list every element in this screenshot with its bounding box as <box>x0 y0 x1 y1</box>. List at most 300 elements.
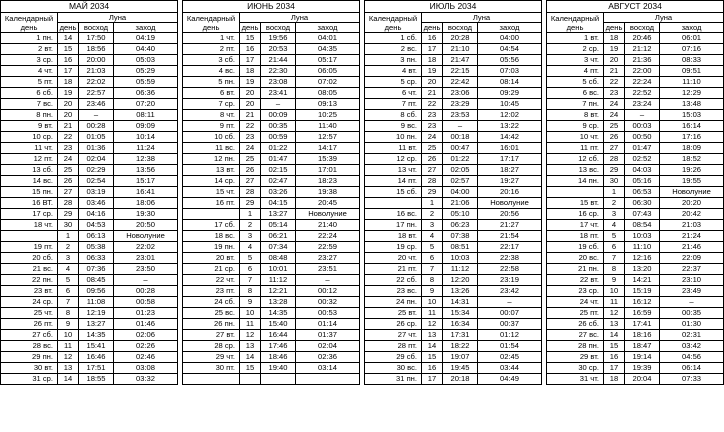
moon-rise: 15:41 <box>79 341 114 352</box>
moon-rise: 22:15 <box>443 66 478 77</box>
table-row <box>547 275 724 286</box>
table-row <box>1 220 178 231</box>
table-row <box>365 374 542 385</box>
moon-rise: 20:28 <box>443 33 478 44</box>
calendar-date <box>547 187 604 198</box>
calendar-date: 11 вс. <box>183 143 240 154</box>
calendar-date: 17 ср. <box>1 209 58 220</box>
moon-rise: 02:29 <box>79 165 114 176</box>
moon-day: 25 <box>422 143 443 154</box>
table-row <box>1 44 178 55</box>
table-row <box>365 88 542 99</box>
moon-set: 02:31 <box>660 330 724 341</box>
moon-set: 21:40 <box>296 220 360 231</box>
moon-set: 20:42 <box>660 209 724 220</box>
moon-day: 10 <box>58 330 79 341</box>
calendar-date: 11 вт. <box>365 143 422 154</box>
moon-rise: 13:27 <box>261 209 296 220</box>
moon-rise: 05:16 <box>625 176 660 187</box>
moon-set: 23:49 <box>660 286 724 297</box>
moon-rise: 00:09 <box>261 110 296 121</box>
new-moon-label: Новолуние <box>660 187 724 198</box>
calendar-date: 21 пт. <box>365 264 422 275</box>
calendar-date: 3 ср. <box>1 55 58 66</box>
month-title: АВГУСТ 2034 <box>547 1 724 13</box>
header-calendar-day: Календарный день <box>547 13 604 33</box>
moon-day: 24 <box>422 132 443 143</box>
moon-rise: 18:56 <box>79 44 114 55</box>
header-day: день <box>422 23 443 33</box>
moon-rise: 21:12 <box>625 44 660 55</box>
calendar-date: 21 ср. <box>183 264 240 275</box>
moon-rise: 02:52 <box>625 154 660 165</box>
moon-rise: 11:12 <box>261 275 296 286</box>
table-row <box>183 55 360 66</box>
moon-day: 15 <box>240 33 261 44</box>
moon-day: 12 <box>604 308 625 319</box>
moon-set: 13:56 <box>114 165 178 176</box>
calendar-date: 8 сб. <box>365 110 422 121</box>
moon-set: 12:29 <box>660 88 724 99</box>
moon-day: 18 <box>58 77 79 88</box>
table-row <box>547 110 724 121</box>
moon-set: 18:27 <box>478 165 542 176</box>
calendar-date: 23 вт. <box>1 286 58 297</box>
table-row <box>365 143 542 154</box>
calendar-date: 29 пн. <box>1 352 58 363</box>
table-row <box>547 33 724 44</box>
table-row <box>183 242 360 253</box>
table-row <box>183 99 360 110</box>
moon-day: 3 <box>240 231 261 242</box>
moon-day: 10 <box>240 308 261 319</box>
calendar-date: 28 пн. <box>547 341 604 352</box>
moon-set: 21:24 <box>660 231 724 242</box>
moon-set: 06:36 <box>114 88 178 99</box>
moon-set: 14:17 <box>296 143 360 154</box>
table-row <box>365 231 542 242</box>
new-moon-label: Новолуние <box>114 231 178 242</box>
moon-set: 23:51 <box>296 264 360 275</box>
moon-day: 29 <box>240 198 261 209</box>
moon-day: 2 <box>422 209 443 220</box>
moon-day: 26 <box>58 176 79 187</box>
moon-day: 8 <box>422 275 443 286</box>
moon-rise: 21:10 <box>443 44 478 55</box>
header-calendar-day: Календарный день <box>365 13 422 33</box>
moon-rise: 23:08 <box>261 77 296 88</box>
table-row <box>183 231 360 242</box>
calendar-date: 9 ср. <box>547 121 604 132</box>
calendar-date: 29 чт. <box>183 352 240 363</box>
table-row <box>365 264 542 275</box>
table-row <box>183 297 360 308</box>
table-row <box>1 242 178 253</box>
moon-rise: 17:50 <box>79 33 114 44</box>
moon-day: 5 <box>240 253 261 264</box>
moon-rise: 16:12 <box>625 297 660 308</box>
header-set: заход <box>296 23 360 33</box>
moon-set: 04:19 <box>114 33 178 44</box>
moon-day: 23 <box>422 110 443 121</box>
moon-day: 26 <box>240 165 261 176</box>
moon-rise: 20:00 <box>79 55 114 66</box>
moon-rise: 13:27 <box>79 319 114 330</box>
header-day: день <box>240 23 261 33</box>
calendar-date: 19 пн. <box>183 242 240 253</box>
table-row <box>183 121 360 132</box>
calendar-date: 15 чт. <box>183 187 240 198</box>
table-row <box>183 253 360 264</box>
calendar-date <box>1 231 58 242</box>
table-row <box>1 330 178 341</box>
table-row <box>547 308 724 319</box>
calendar-date: 25 пт. <box>547 308 604 319</box>
table-row <box>547 363 724 374</box>
calendar-date: 6 вс. <box>547 88 604 99</box>
moon-rise: 19:07 <box>443 352 478 363</box>
moon-set: 00:58 <box>114 297 178 308</box>
calendar-date <box>183 209 240 220</box>
moon-set: 22:37 <box>660 264 724 275</box>
moon-rise: 01:05 <box>79 132 114 143</box>
moon-rise: 16:34 <box>443 319 478 330</box>
moon-set: 11:10 <box>660 77 724 88</box>
calendar-date: 23 ср. <box>547 286 604 297</box>
moon-set: 00:12 <box>296 286 360 297</box>
calendar-date: 9 пт. <box>183 121 240 132</box>
moon-day: 28 <box>604 154 625 165</box>
moon-rise: 03:46 <box>79 198 114 209</box>
moon-day: 20 <box>422 77 443 88</box>
calendar-date: 4 вт. <box>365 66 422 77</box>
moon-rise: 19:39 <box>625 363 660 374</box>
calendar-date: 24 пн. <box>365 297 422 308</box>
moon-rise: 06:13 <box>79 231 114 242</box>
table-row <box>183 198 360 209</box>
table-row <box>183 275 360 286</box>
moon-day: 21 <box>422 88 443 99</box>
moon-set: 04:54 <box>478 44 542 55</box>
moon-set: 07:33 <box>660 374 724 385</box>
table-row <box>547 55 724 66</box>
moon-day: 3 <box>58 253 79 264</box>
moon-rise: 23:41 <box>261 88 296 99</box>
table-row <box>365 352 542 363</box>
moon-set: 22:02 <box>114 242 178 253</box>
moon-day: 16 <box>240 44 261 55</box>
moon-rise: 08:48 <box>261 253 296 264</box>
table-row <box>1 253 178 264</box>
moon-set: 12:02 <box>478 110 542 121</box>
calendar-date: 7 вс. <box>1 99 58 110</box>
moon-day: 9 <box>58 319 79 330</box>
calendar-date: 27 сб. <box>1 330 58 341</box>
moon-set: 02:26 <box>114 341 178 352</box>
table-row <box>547 132 724 143</box>
moon-set: 03:42 <box>660 341 724 352</box>
moon-set: 13:22 <box>478 121 542 132</box>
table-row <box>183 66 360 77</box>
moon-rise: 19:40 <box>261 363 296 374</box>
moon-set: 22:09 <box>660 253 724 264</box>
moon-set: 03:14 <box>296 363 360 374</box>
table-row <box>183 165 360 176</box>
table-row <box>1 143 178 154</box>
moon-day: 25 <box>240 154 261 165</box>
calendar-date: 11 пт. <box>547 143 604 154</box>
moon-day: 3 <box>604 209 625 220</box>
calendar-date: 1 вт. <box>547 33 604 44</box>
table-row <box>1 264 178 275</box>
moon-set: 16:01 <box>478 143 542 154</box>
month-title: ИЮЛЬ 2034 <box>365 1 542 13</box>
moon-day: 18 <box>604 374 625 385</box>
calendar-date: 25 вс. <box>183 308 240 319</box>
moon-set: 02:45 <box>478 352 542 363</box>
moon-set: 23:42 <box>478 286 542 297</box>
table-row <box>365 275 542 286</box>
moon-set: 22:24 <box>296 231 360 242</box>
moon-day: 7 <box>240 275 261 286</box>
calendar-date: 17 пн. <box>365 220 422 231</box>
calendar-date: 13 чт. <box>365 165 422 176</box>
table-row <box>365 99 542 110</box>
moon-set: 20:56 <box>478 209 542 220</box>
moon-day: 12 <box>58 352 79 363</box>
calendar-date: 13 сб. <box>1 165 58 176</box>
moon-rise: 06:23 <box>443 220 478 231</box>
moon-rise: 23:53 <box>443 110 478 121</box>
moon-rise: 04:03 <box>625 165 660 176</box>
moon-rise: 02:47 <box>261 176 296 187</box>
calendar-date: 7 ср. <box>183 99 240 110</box>
calendar-date: 19 пт. <box>1 242 58 253</box>
table-row <box>547 77 724 88</box>
calendar-date: 10 пн. <box>365 132 422 143</box>
calendar-date: 22 пн. <box>1 275 58 286</box>
moon-set: 09:51 <box>660 66 724 77</box>
moon-day: 3 <box>422 220 443 231</box>
moon-set: 04:00 <box>478 33 542 44</box>
calendar-date: 25 вт. <box>365 308 422 319</box>
moon-set: 06:01 <box>660 33 724 44</box>
moon-rise: 01:22 <box>261 143 296 154</box>
moon-day: 6 <box>604 242 625 253</box>
moon-day: 13 <box>422 330 443 341</box>
calendar-date: 12 пн. <box>183 154 240 165</box>
table-row <box>547 165 724 176</box>
moon-rise: 03:19 <box>79 187 114 198</box>
calendar-date: 26 сб. <box>547 319 604 330</box>
moon-day: 28 <box>240 187 261 198</box>
table-row <box>365 132 542 143</box>
table-row <box>365 121 542 132</box>
moon-day: 7 <box>58 297 79 308</box>
calendar-date: 27 чт. <box>365 330 422 341</box>
table-row <box>1 154 178 165</box>
header-rise: восход <box>79 23 114 33</box>
moon-set: 23:27 <box>296 253 360 264</box>
moon-set: – <box>296 275 360 286</box>
moon-set: – <box>478 297 542 308</box>
moon-day: 2 <box>58 242 79 253</box>
moon-rise: 16:44 <box>261 330 296 341</box>
moon-rise: 23:06 <box>443 88 478 99</box>
moon-rise: 15:19 <box>625 286 660 297</box>
moon-set: 03:32 <box>114 374 178 385</box>
table-row <box>183 220 360 231</box>
moon-day: 24 <box>604 99 625 110</box>
calendar-date: 12 сб. <box>547 154 604 165</box>
moon-day: 6 <box>422 253 443 264</box>
moon-rise: 22:57 <box>79 88 114 99</box>
table-row <box>183 341 360 352</box>
table-row <box>1 66 178 77</box>
month-table <box>0 0 177 385</box>
moon-day: 11 <box>240 319 261 330</box>
moon-rise: 02:04 <box>79 154 114 165</box>
moon-day: 11 <box>422 308 443 319</box>
calendar-date: 5 пн. <box>183 77 240 88</box>
moon-set: 01:30 <box>660 319 724 330</box>
month-table <box>364 0 541 385</box>
moon-rise: 21:06 <box>443 198 478 209</box>
moon-day: 8 <box>240 286 261 297</box>
moon-rise: 18:16 <box>625 330 660 341</box>
table-row <box>365 198 542 209</box>
moon-set: 07:16 <box>660 44 724 55</box>
moon-day: 22 <box>422 99 443 110</box>
moon-set: 15:39 <box>296 154 360 165</box>
moon-day: 17 <box>240 55 261 66</box>
moon-set: 19:26 <box>660 165 724 176</box>
calendar-date: 31 пн. <box>365 374 422 385</box>
header-moon: Луна <box>604 13 724 23</box>
table-row <box>547 154 724 165</box>
month-table <box>546 0 723 385</box>
moon-day: 27 <box>58 187 79 198</box>
moon-rise: 02:15 <box>261 165 296 176</box>
table-row <box>1 198 178 209</box>
calendar-date: 10 сб. <box>183 132 240 143</box>
moon-set: 22:38 <box>478 253 542 264</box>
table-row <box>183 132 360 143</box>
moon-rise: – <box>79 110 114 121</box>
calendar-date: 13 вт. <box>183 165 240 176</box>
moon-rise: 00:28 <box>79 121 114 132</box>
table-row-blank <box>183 374 360 385</box>
moon-set: 21:03 <box>660 220 724 231</box>
table-row <box>547 319 724 330</box>
table-row <box>547 88 724 99</box>
moon-set: 21:46 <box>660 242 724 253</box>
table-row <box>365 220 542 231</box>
calendar-date: 16 ср. <box>547 209 604 220</box>
table-row <box>365 242 542 253</box>
moon-set: 23:19 <box>478 275 542 286</box>
moon-day: 22 <box>240 121 261 132</box>
moon-set: 02:04 <box>296 341 360 352</box>
moon-day: 29 <box>422 187 443 198</box>
calendar-date: 21 вс. <box>1 264 58 275</box>
table-row <box>365 110 542 121</box>
header-moon: Луна <box>422 13 542 23</box>
calendar-date: 15 сб. <box>365 187 422 198</box>
moon-day: 7 <box>422 264 443 275</box>
moon-rise: 17:41 <box>625 319 660 330</box>
moon-rise: 10:01 <box>261 264 296 275</box>
moon-rise: 05:14 <box>261 220 296 231</box>
table-row <box>547 44 724 55</box>
table-row <box>1 363 178 374</box>
moon-day: 20 <box>240 99 261 110</box>
moon-set: 03:44 <box>478 363 542 374</box>
moon-set: 10:45 <box>478 99 542 110</box>
moon-day: 15 <box>604 341 625 352</box>
moon-set: 07:20 <box>114 99 178 110</box>
table-row <box>365 253 542 264</box>
calendar-date: 4 чт. <box>1 66 58 77</box>
moon-day: 23 <box>422 121 443 132</box>
calendar-date: 12 пт. <box>1 154 58 165</box>
calendar-date: 18 чт. <box>1 220 58 231</box>
moon-day: 1 <box>58 231 79 242</box>
moon-set: 16:41 <box>114 187 178 198</box>
moon-rise: 13:20 <box>625 264 660 275</box>
moon-day: 8 <box>604 264 625 275</box>
calendar-date: 26 ср. <box>365 319 422 330</box>
header-rise: восход <box>443 23 478 33</box>
moon-rise: 00:03 <box>625 121 660 132</box>
moon-day: 11 <box>604 297 625 308</box>
moon-set: 02:36 <box>296 352 360 363</box>
moon-rise: 12:19 <box>79 308 114 319</box>
moon-rise: 14:35 <box>79 330 114 341</box>
moon-rise: 01:22 <box>443 154 478 165</box>
moon-rise: 14:31 <box>443 297 478 308</box>
header-moon: Луна <box>240 13 360 23</box>
moon-rise: 12:21 <box>261 286 296 297</box>
moon-set: 19:38 <box>296 187 360 198</box>
table-row <box>183 209 360 220</box>
calendar-date: 16 ВТ. <box>1 198 58 209</box>
calendar-date: 1 сб. <box>365 33 422 44</box>
table-row <box>365 33 542 44</box>
calendar-date: 8 чт. <box>183 110 240 121</box>
moon-rise: 07:34 <box>261 242 296 253</box>
moon-set: 03:08 <box>114 363 178 374</box>
moon-day: 25 <box>604 121 625 132</box>
header-set: заход <box>478 23 542 33</box>
table-row <box>365 330 542 341</box>
moon-rise: 21:03 <box>79 66 114 77</box>
moon-rise: 20:46 <box>625 33 660 44</box>
moon-set: 08:33 <box>660 55 724 66</box>
moon-rise: 04:15 <box>261 198 296 209</box>
calendar-date: 6 сб. <box>1 88 58 99</box>
moon-set: 00:37 <box>478 319 542 330</box>
calendar-date: 3 сб. <box>183 55 240 66</box>
moon-day: 17 <box>58 66 79 77</box>
calendar-date: 24 сб. <box>183 297 240 308</box>
moon-day: 15 <box>240 363 261 374</box>
moon-set: 02:06 <box>114 330 178 341</box>
header-set: заход <box>114 23 178 33</box>
calendar-date: 27 вт. <box>183 330 240 341</box>
moon-rise: 20:18 <box>443 374 478 385</box>
new-moon-label: Новолуние <box>478 198 542 209</box>
